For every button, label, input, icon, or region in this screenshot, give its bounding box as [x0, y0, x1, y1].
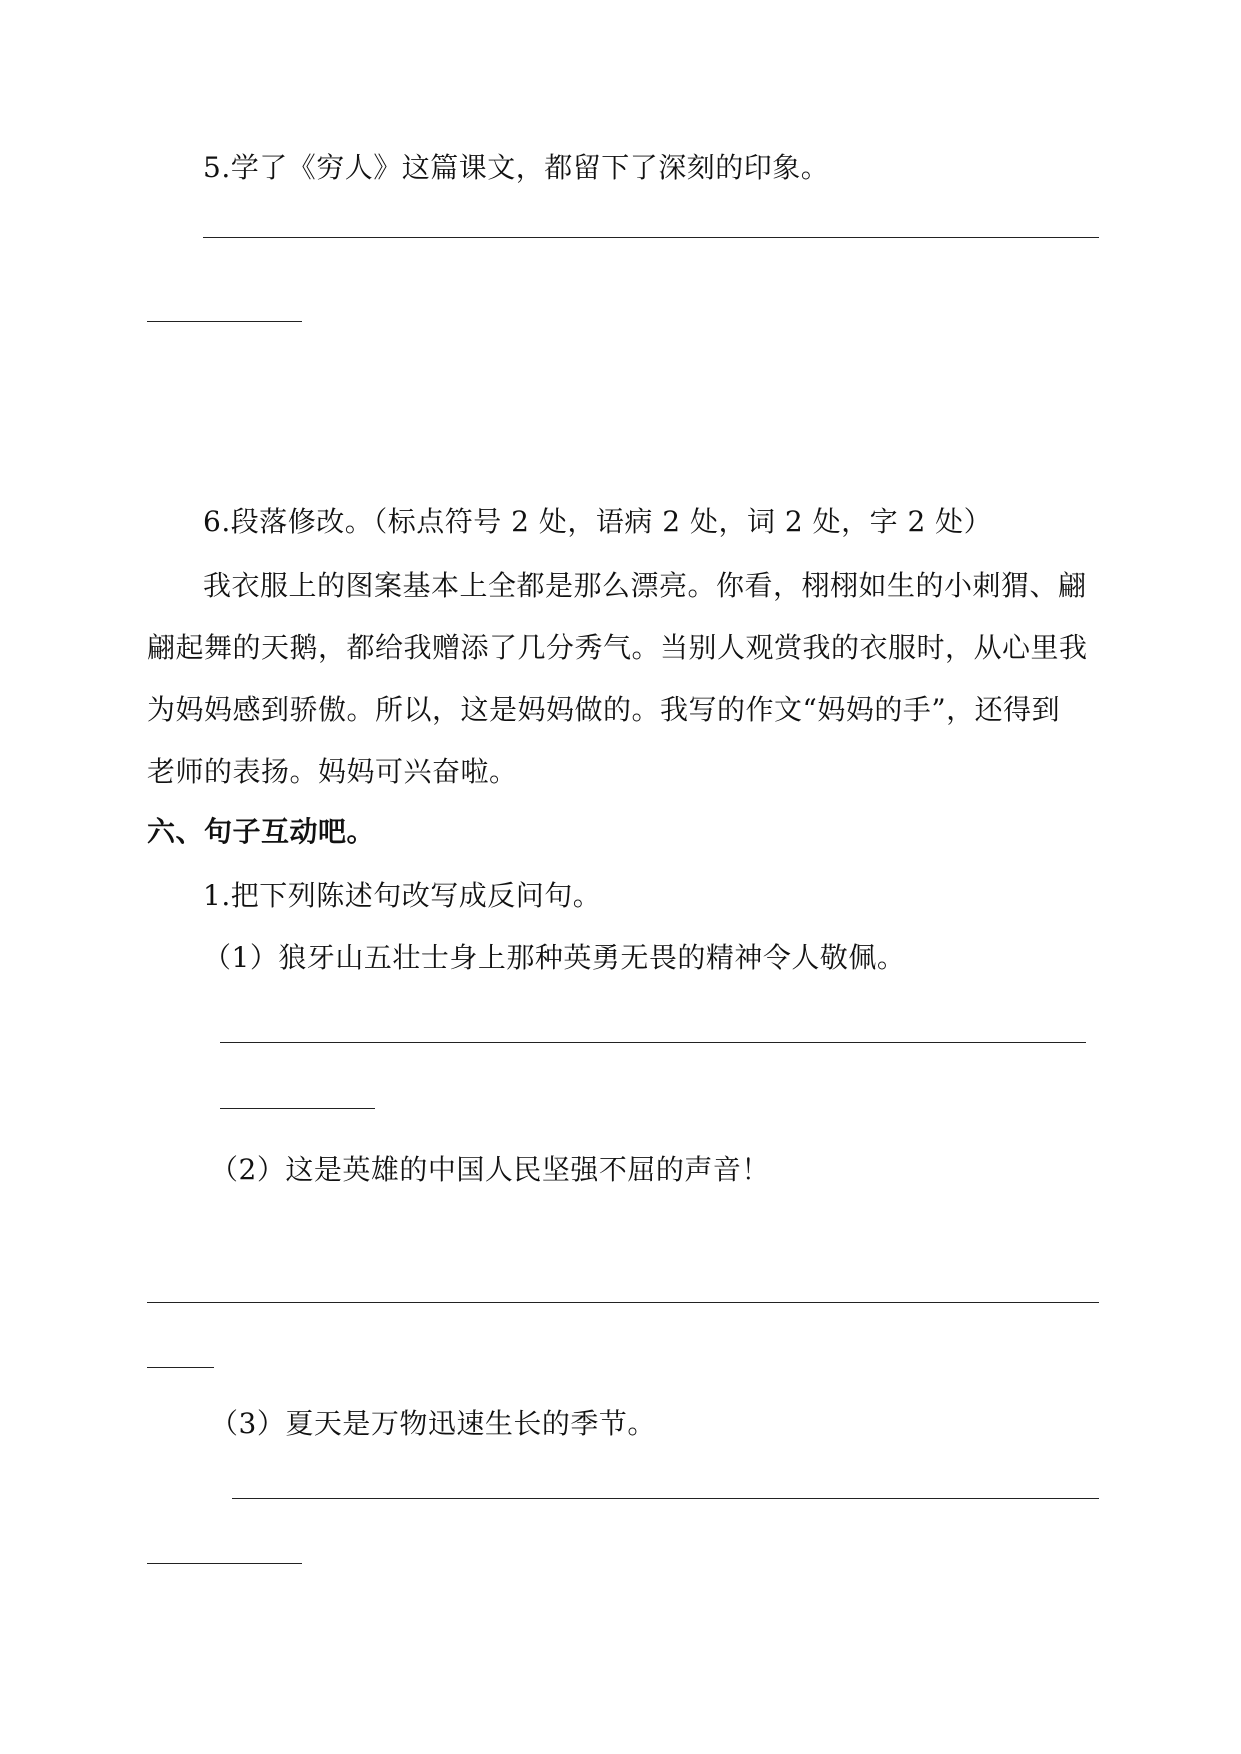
answer-line	[232, 1498, 1099, 1499]
answer-line	[147, 1563, 302, 1564]
question-6-heading: 6.段落修改。（标点符号 2 处，语病 2 处，词 2 处，字 2 处）	[203, 505, 993, 538]
section-title: 六、句子互动吧。	[147, 815, 376, 848]
paragraph-line: 老师的表扬。妈妈可兴奋啦。	[147, 755, 518, 788]
item-2-text: （2）这是英雄的中国人民坚强不屈的声音！	[210, 1153, 770, 1186]
answer-line	[147, 321, 302, 322]
paragraph-line: 我衣服上的图案基本上全都是那么漂亮。你看，栩栩如生的小刺猬、翩	[203, 569, 1087, 602]
answer-line	[203, 237, 1099, 238]
answer-line	[220, 1042, 1086, 1043]
paragraph-line: 翩起舞的天鹅，都给我赠添了几分秀气。当别人观赏我的衣服时，从心里我	[147, 631, 1088, 664]
answer-line	[147, 1302, 1099, 1303]
item-3-text: （3）夏天是万物迅速生长的季节。	[210, 1407, 656, 1440]
question-5-text: 5.学了《穷人》这篇课文，都留下了深刻的印象。	[203, 151, 830, 184]
answer-line	[147, 1367, 214, 1368]
item-1-text: （1）狼牙山五壮士身上那种英勇无畏的精神令人敬佩。	[203, 941, 906, 974]
paragraph-line: 为妈妈感到骄傲。所以，这是妈妈做的。我写的作文“妈妈的手”，还得到	[147, 693, 1061, 726]
section-question-1: 1.把下列陈述句改写成反问句。	[203, 879, 602, 912]
answer-line	[220, 1108, 375, 1109]
